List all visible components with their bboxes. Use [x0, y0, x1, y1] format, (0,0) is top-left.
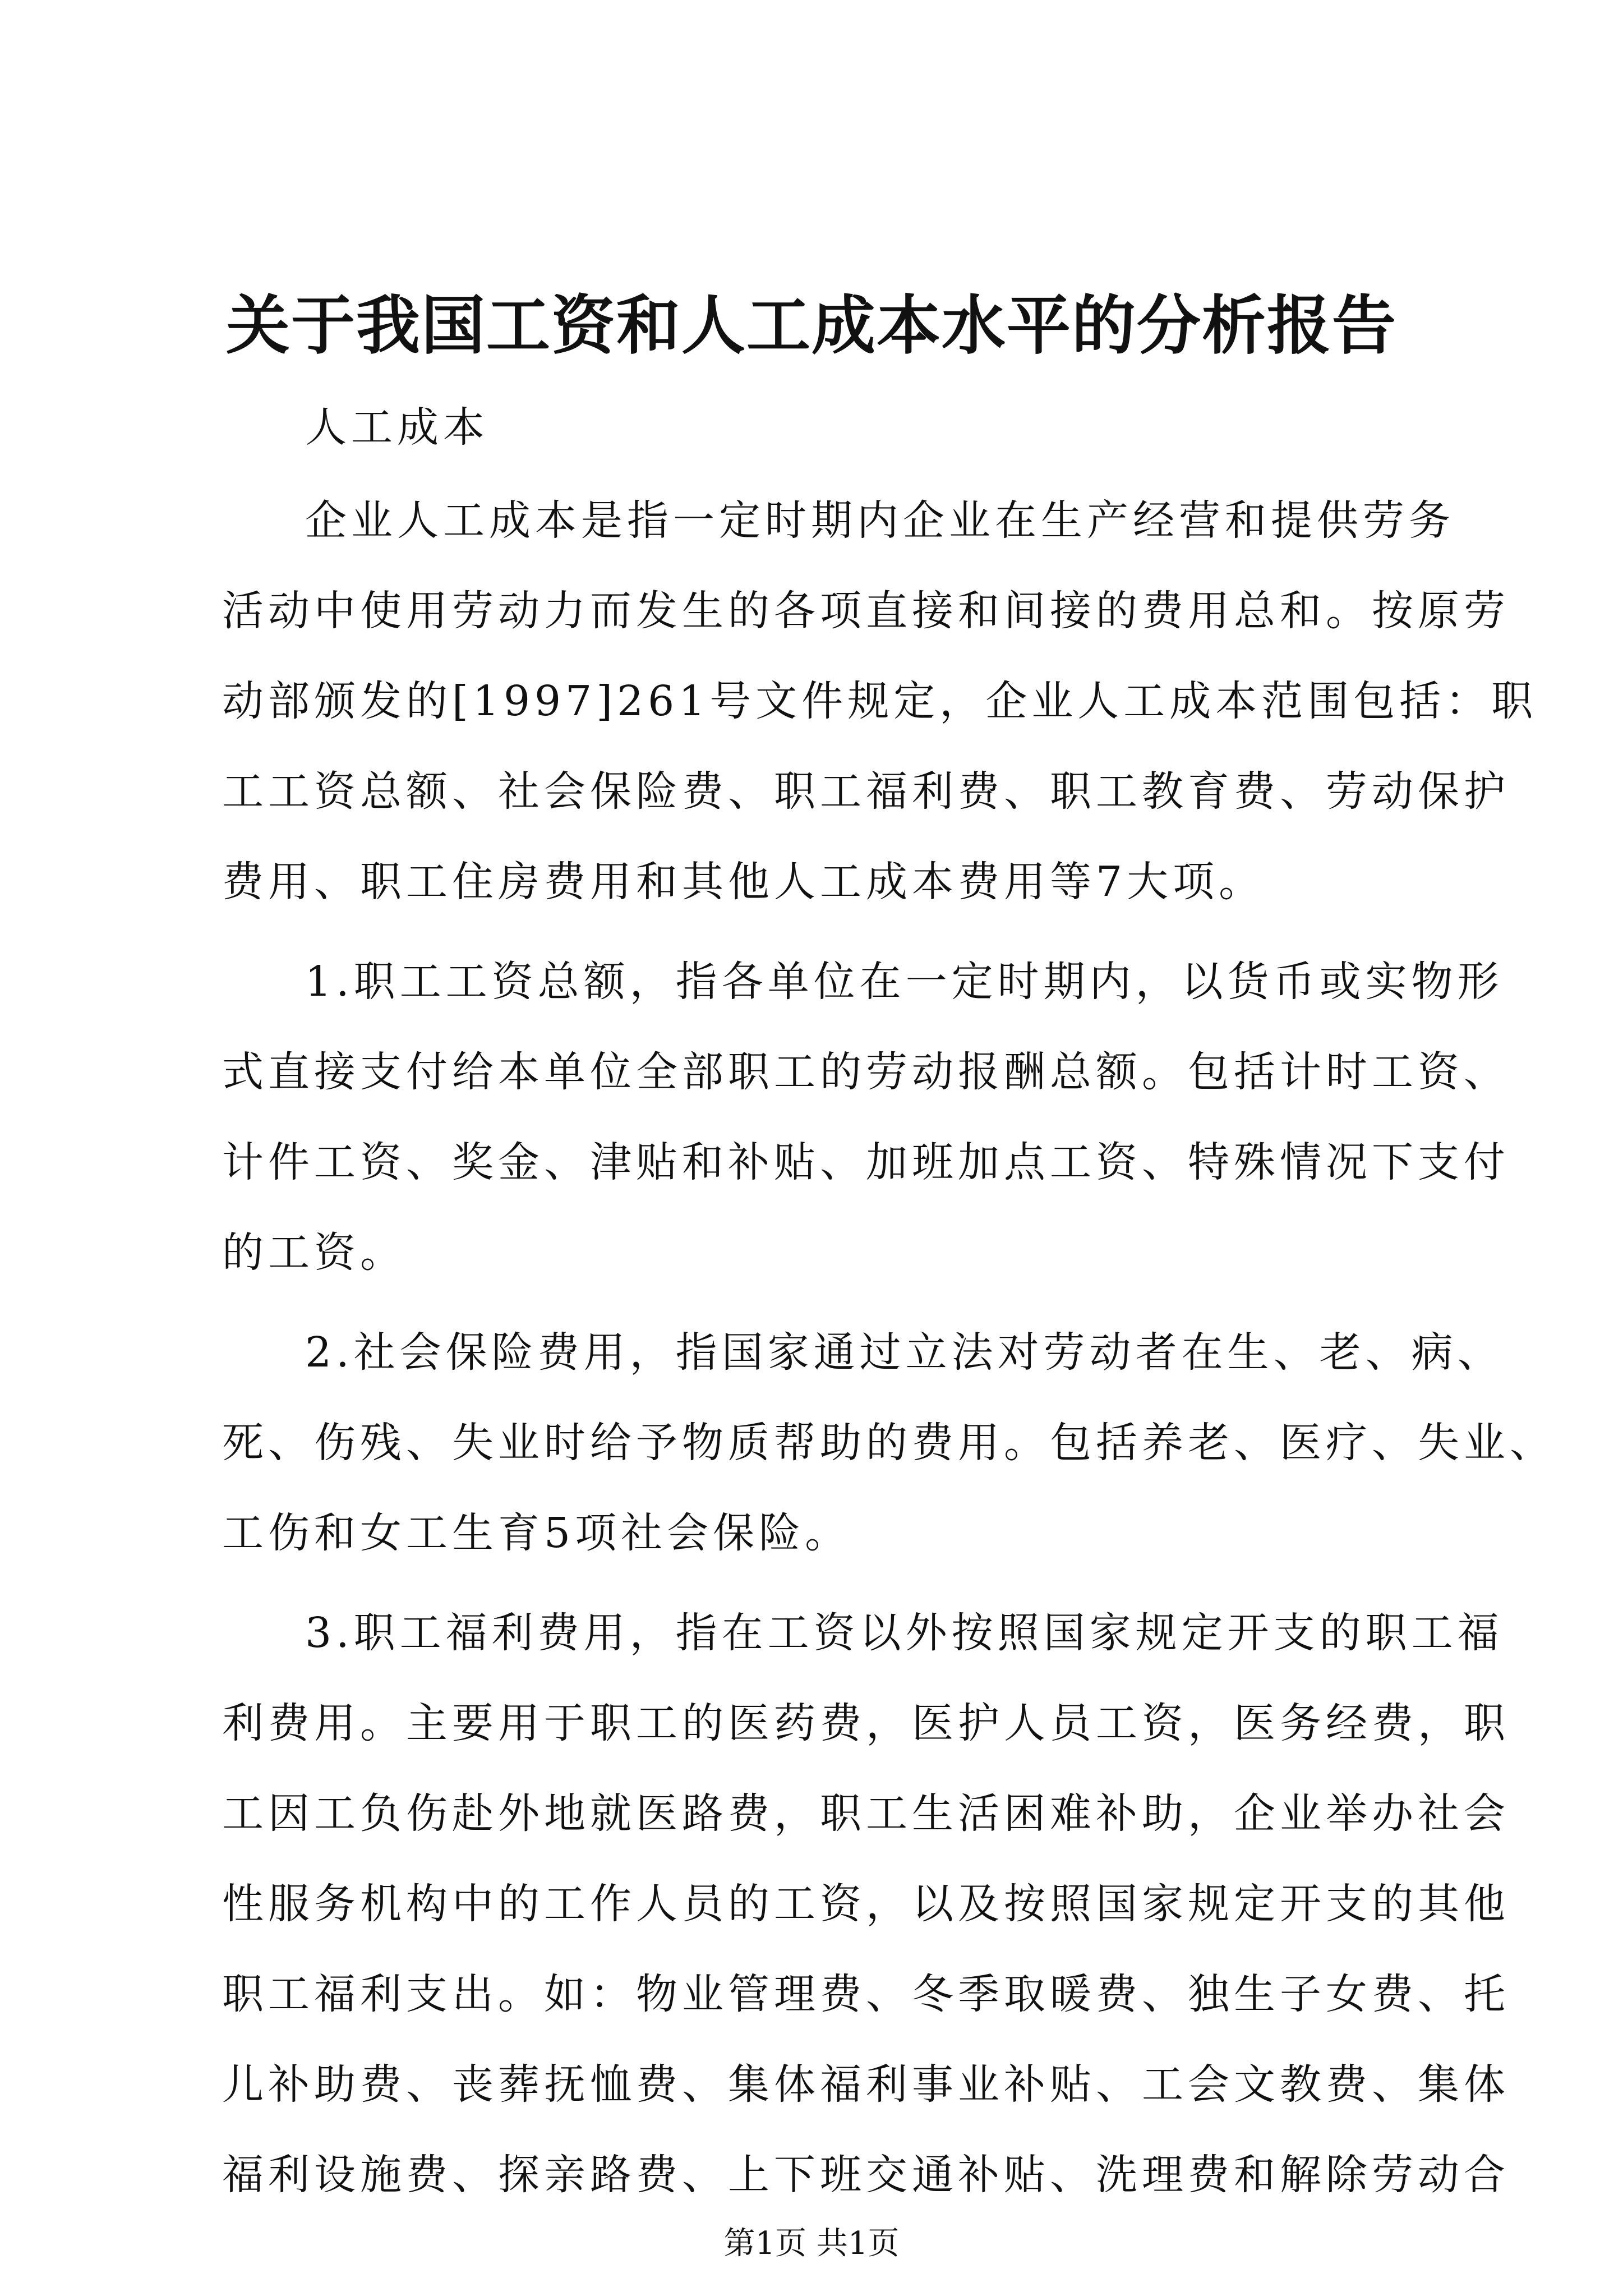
section-heading: 人工成本	[305, 403, 489, 452]
paragraph-line: 工伤和女工生育5项社会保险。	[222, 1509, 851, 1557]
paragraph-line: 儿补助费、丧葬抚恤费、集体福利事业补贴、工会文教费、集体	[222, 2060, 1510, 2109]
paragraph-line: 动部颁发的[1997]261号文件规定，企业人工成本范围包括：职	[222, 677, 1538, 725]
paragraph-line: 利费用。主要用于职工的医药费，医护人员工资，医务经费，职	[222, 1699, 1510, 1747]
paragraph-line: 企业人工成本是指一定时期内企业在生产经营和提供劳务	[305, 496, 1455, 545]
paragraph-line: 费用、职工住房费用和其他人工成本费用等7大项。	[222, 858, 1265, 906]
paragraph-line: 死、伤残、失业时给予物质帮助的费用。包括养老、医疗、失业、	[222, 1419, 1556, 1467]
paragraph-line: 工因工负伤赴外地就医路费，职工生活困难补助，企业举办社会	[222, 1789, 1510, 1838]
paragraph-line: 工工资总额、社会保险费、职工福利费、职工教育费、劳动保护	[222, 767, 1510, 816]
paragraph-line: 性服务机构中的工作人员的工资，以及按照国家规定开支的其他	[222, 1880, 1510, 1928]
paragraph-line: 1.职工工资总额，指各单位在一定时期内，以货币或实物形	[305, 958, 1504, 1006]
paragraph-line: 职工福利支出。如：物业管理费、冬季取暖费、独生子女费、托	[222, 1970, 1510, 2018]
paragraph-line: 3.职工福利费用，指在工资以外按照国家规定开支的职工福	[305, 1609, 1504, 1657]
paragraph-line: 福利设施费、探亲路费、上下班交通补贴、洗理费和解除劳动合	[222, 2151, 1510, 2199]
paragraph-line: 活动中使用劳动力而发生的各项直接和间接的费用总和。按原劳	[222, 587, 1510, 635]
paragraph-line: 的工资。	[222, 1228, 406, 1277]
page-footer: 第1页 共1页	[723, 2225, 900, 2262]
paragraph-line: 式直接支付给本单位全部职工的劳动报酬总额。包括计时工资、	[222, 1048, 1510, 1096]
document-title: 关于我国工资和人工成本水平的分析报告	[225, 288, 1397, 363]
paragraph-line: 2.社会保险费用，指国家通过立法对劳动者在生、老、病、	[305, 1328, 1504, 1377]
paragraph-line: 计件工资、奖金、津贴和补贴、加班加点工资、特殊情况下支付	[222, 1138, 1510, 1186]
